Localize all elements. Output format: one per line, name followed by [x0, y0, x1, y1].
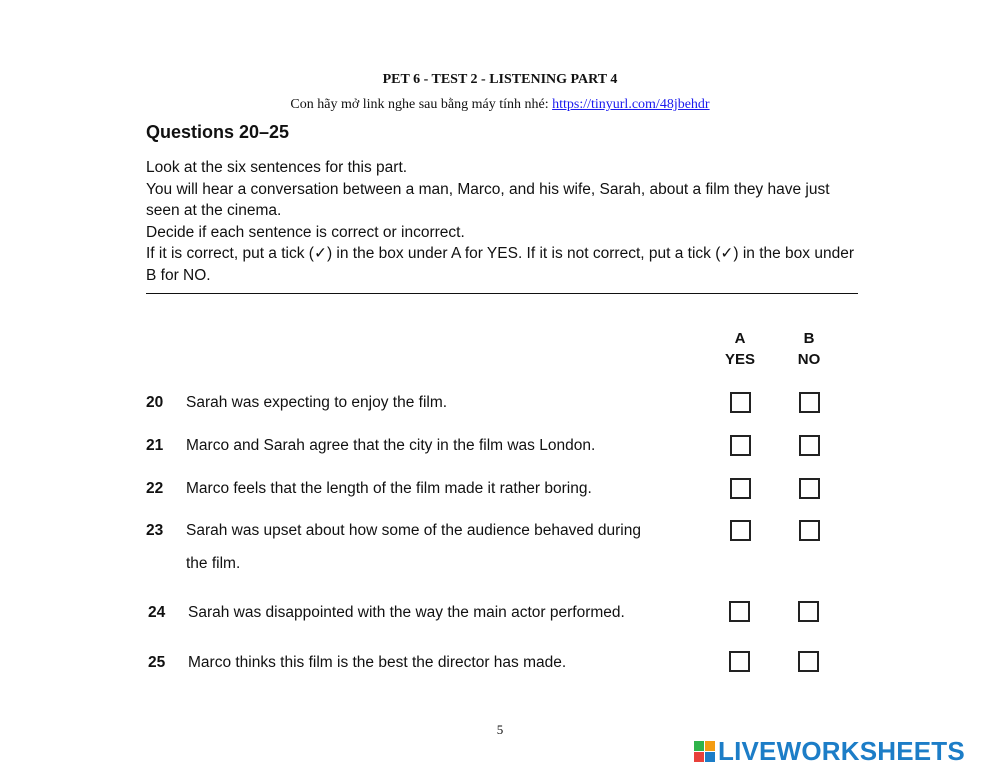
answer-box-no-22[interactable]	[799, 478, 820, 499]
question-number: 21	[146, 437, 164, 454]
question-text: Sarah was expecting to enjoy the film.	[186, 394, 448, 411]
question-text: Sarah was disappointed with the way the main actor performed.	[188, 604, 625, 621]
answer-box-yes-25[interactable]	[729, 651, 750, 672]
audio-link[interactable]: https://tinyurl.com/48jbehdr	[552, 97, 710, 112]
answer-box-yes-24[interactable]	[729, 601, 750, 622]
page-number: 5	[496, 722, 504, 737]
divider	[146, 293, 858, 294]
answer-box-yes-21[interactable]	[730, 435, 751, 456]
instruction-line: If it is correct, put a tick (✓) in the box under A for YES. If it is not correct, put a tick (✓) in the box under B for NO.	[146, 245, 854, 284]
question-number: 23	[146, 522, 164, 539]
answer-box-yes-20[interactable]	[730, 392, 751, 413]
answer-box-no-21[interactable]	[799, 435, 820, 456]
question-text: Marco feels that the length of the film made it rather boring.	[186, 480, 592, 497]
question-text: Marco thinks this film is the best the director has made.	[188, 654, 567, 671]
document-title: PET 6 - TEST 2 - LISTENING PART 4	[382, 72, 618, 87]
answer-box-yes-22[interactable]	[730, 478, 751, 499]
liveworksheets-logo	[694, 736, 965, 766]
answer-box-no-25[interactable]	[798, 651, 819, 672]
link-instruction: Con hãy mở link nghe sau bằng máy tính nhé:	[290, 97, 553, 112]
question-text: Marco and Sarah agree that the city in the film was London.	[186, 437, 596, 454]
instruction-line: Decide if each sentence is correct or incorrect.	[146, 223, 465, 241]
instructions	[146, 157, 866, 286]
question-number: 20	[146, 394, 164, 411]
instruction-line: You will hear a conversation between a man, Marco, and his wife, Sarah, about a film they have just seen at the cinema.	[146, 180, 830, 219]
column-b-label: NO	[797, 351, 821, 368]
answer-box-yes-23[interactable]	[730, 520, 751, 541]
column-b-letter: B	[803, 330, 815, 347]
question-text: Sarah was upset about how some of the audience behaved during the film.	[186, 522, 641, 572]
answer-box-no-23[interactable]	[799, 520, 820, 541]
column-a-letter: A	[734, 330, 746, 347]
logo-mark-icon	[694, 741, 715, 762]
answer-box-no-20[interactable]	[799, 392, 820, 413]
question-number: 22	[146, 480, 164, 497]
questions-heading: Questions 20–25	[146, 122, 290, 142]
question-number: 25	[148, 654, 166, 671]
instruction-line: Look at the six sentences for this part.	[146, 159, 408, 176]
logo-text: LIVEWORKSHEETS	[718, 735, 965, 766]
listening-link-line	[0, 97, 1000, 113]
column-a-header	[715, 328, 765, 370]
question-number: 24	[148, 604, 166, 621]
answer-box-no-24[interactable]	[798, 601, 819, 622]
column-a-label: YES	[724, 351, 755, 368]
column-b-header	[784, 328, 834, 370]
